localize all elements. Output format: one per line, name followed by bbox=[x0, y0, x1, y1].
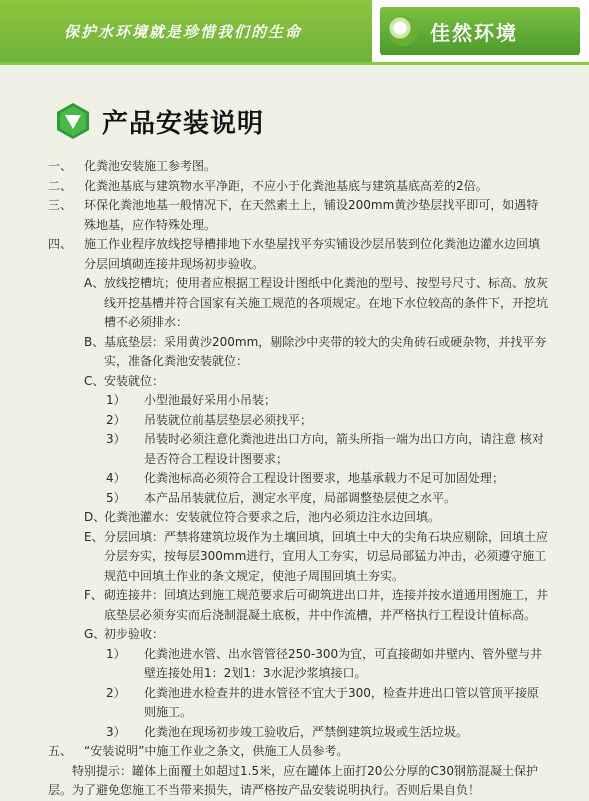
list-item-marker: G、 bbox=[84, 627, 106, 641]
list-item-marker: 四、 bbox=[48, 237, 73, 251]
list-item-text: 化粪池安装施工参考图。 bbox=[84, 159, 217, 173]
page-title: 产品安装说明 bbox=[102, 109, 265, 139]
list-item bbox=[48, 645, 548, 684]
list-item bbox=[48, 684, 548, 723]
list-item-text: 安装就位： bbox=[104, 373, 165, 388]
list-item bbox=[48, 469, 548, 489]
list-item bbox=[48, 508, 548, 528]
title-badge-icon bbox=[54, 102, 92, 140]
list-item-text: “安装说明”中施工作业之条文，供施工人员参考。 bbox=[84, 744, 349, 758]
list-item-text: 化粪池基底与建筑物水平净距，不应小于化粪池基底与建筑基底高差的2倍。 bbox=[84, 178, 488, 193]
list-item-marker: F、 bbox=[84, 588, 103, 602]
list-item-marker: 三、 bbox=[48, 198, 73, 212]
page-header bbox=[0, 0, 589, 62]
list-item-text: 砌连接井：回填达到施工规范要求后可砌筑进出口井，连接并按水道通用图施工，井底垫层必须夯实而后浇制混凝土底板，井中作流槽，并严格执行工程设计值标高。 bbox=[104, 588, 549, 622]
list-item bbox=[48, 157, 548, 177]
list-item-text: 放线挖槽坑；使用者应根据工程设计图纸中化粪池的型号、按型号尺寸、标高、放灰线开挖基槽并符合国家有关施工规范的各项规定。在地下水位较高的条件下，开挖坑槽不必须排水： bbox=[104, 276, 549, 329]
list-item bbox=[48, 489, 548, 509]
list-item-text: 分层回填：严禁将建筑垃圾作为土壤回填，回填土中大的尖角石块应剔除，回填土应分层夯实，按每层300mm进行，宜用人工夯实，切忌局部猛力冲击，必须遵守施工规范中回填土作业的条文规定，使池子周围回填土夯实。 bbox=[104, 529, 549, 583]
header-divider bbox=[0, 62, 589, 65]
instructions-list bbox=[48, 157, 548, 801]
list-item-marker: 2） bbox=[106, 412, 126, 427]
list-item bbox=[48, 586, 548, 625]
list-item bbox=[48, 333, 548, 372]
brand-name: 佳然环境 bbox=[430, 20, 518, 45]
list-item bbox=[48, 625, 548, 645]
list-item bbox=[48, 411, 548, 431]
list-item bbox=[48, 196, 548, 235]
special-notice-text: 特别提示：罐体上面覆土如超过1.5米，应在罐体上面打20公分厚的C30钢筋混凝土保护层。为了避免您施工不当带来损失，请严格按产品安装说明执行。否则后果自负！ bbox=[48, 763, 539, 797]
list-item-text: 施工作业程序放线挖导槽排地下水垫屋找平夯实铺设沙层吊装到位化粪池边灌水边回填分层回填砌连接井现场初步验收。 bbox=[84, 237, 541, 271]
brand-logo bbox=[380, 7, 580, 55]
list-item-text: 吊装就位前基层垫层必须找平； bbox=[144, 412, 313, 427]
list-item-text: 化粪池在现场初步竣工验收后，严禁倒建筑垃圾或生活垃圾。 bbox=[144, 724, 469, 739]
list-item bbox=[48, 235, 548, 274]
list-item-marker: 二、 bbox=[48, 178, 73, 193]
list-item bbox=[48, 177, 548, 197]
list-item-marker: 3） bbox=[106, 432, 126, 446]
list-item-marker: A、 bbox=[84, 276, 105, 290]
list-item-marker: C、 bbox=[84, 373, 105, 388]
list-item bbox=[48, 723, 548, 743]
slogan-text: 保护水环境就是珍惜我们的生命 bbox=[64, 22, 303, 41]
list-item-marker: 五、 bbox=[48, 744, 73, 758]
list-item-marker: 1） bbox=[106, 646, 126, 661]
leaf-logo-icon bbox=[388, 16, 418, 46]
special-notice bbox=[48, 762, 548, 801]
list-item-text: 化粪池标高必须符合工程设计图要求，地基承载力不足可加固处理； bbox=[144, 471, 505, 485]
list-item bbox=[48, 528, 548, 587]
list-item-marker: 5） bbox=[106, 490, 126, 505]
list-item-text: 化粪池进水检查井的进水管径不宜大于300，检查井进出口管以管顶平接原则施工。 bbox=[144, 685, 539, 719]
list-item-marker: 3） bbox=[106, 724, 126, 739]
list-item bbox=[48, 391, 548, 411]
list-item-marker: E、 bbox=[84, 529, 104, 544]
list-item-text: 环保化粪池地基一般情况下，在天然素土上，铺设200mm黄沙垫层找平即可，如遇特殊地基，应作特殊处理。 bbox=[84, 198, 539, 232]
list-item-text: 化粪池灌水：安装就位符合要求之后，池内必须边注水边回填。 bbox=[104, 510, 441, 524]
list-item bbox=[48, 274, 548, 333]
list-item-text: 本产品吊装就位后，测定水平度，局部调整垫层使之水平。 bbox=[144, 490, 457, 505]
list-item-text: 吊装时必须注意化粪池进出口方向，箭头所指一端为出口方向，请注意 核对是否符合工程设计图要求； bbox=[144, 432, 544, 466]
list-item-marker: 2） bbox=[106, 685, 126, 700]
list-item bbox=[48, 372, 548, 392]
list-item-text: 初步验收： bbox=[104, 627, 165, 641]
slogan-banner bbox=[0, 0, 372, 62]
list-item-text: 化粪池进水管、出水管管径250-300为宜，可直接砌如井壁内、管外壁与井壁连接处用1：2划1：3水泥沙浆填接口。 bbox=[144, 646, 543, 680]
list-item-marker: B、 bbox=[84, 334, 105, 349]
list-item-marker: D、 bbox=[84, 510, 106, 524]
list-item-marker: 1） bbox=[106, 393, 126, 407]
list-item-text: 小型池最好采用小吊装； bbox=[144, 393, 277, 407]
list-item bbox=[48, 430, 548, 469]
brand-banner bbox=[372, 0, 589, 63]
list-item bbox=[48, 742, 548, 762]
list-item-marker: 一、 bbox=[48, 159, 73, 173]
list-item-marker: 4） bbox=[106, 471, 126, 485]
list-item-text: 基底垫层：采用黄沙200mm，剔除沙中夹带的较大的尖角砖石或硬杂物，并找平夯实，准备化粪池安装就位： bbox=[104, 334, 547, 368]
